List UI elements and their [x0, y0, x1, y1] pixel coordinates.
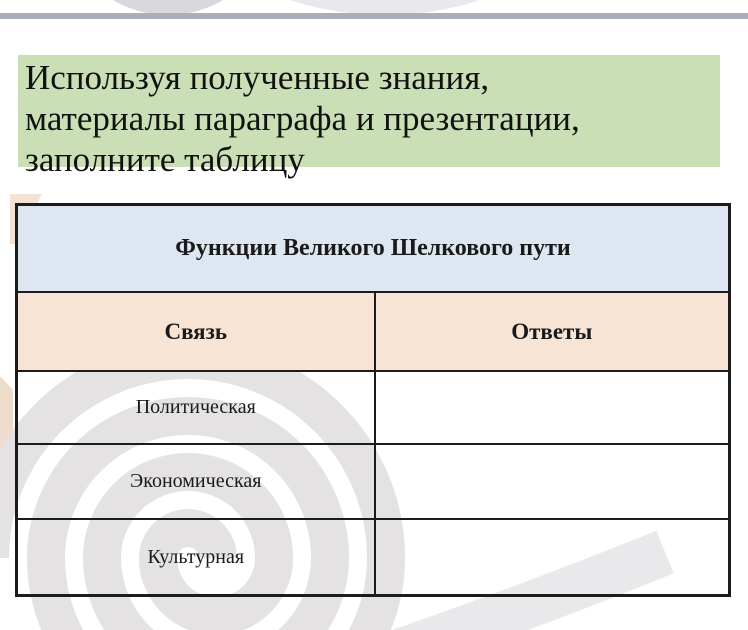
answer-cell-politicheskaya[interactable]	[375, 371, 730, 444]
table-row	[17, 519, 730, 596]
title-line-1: Используя полученные знания,	[25, 58, 490, 97]
table-row	[17, 371, 730, 444]
slide-title	[25, 57, 740, 180]
column-header-otvety: Ответы	[375, 292, 730, 371]
row-label-kulturnaya: Культурная	[17, 519, 375, 596]
column-header-svyaz: Связь	[17, 292, 375, 371]
title-line-3: заполните таблицу	[25, 140, 305, 179]
functions-table	[15, 203, 731, 597]
table-title-row	[17, 205, 730, 293]
answer-cell-kulturnaya[interactable]	[375, 519, 730, 596]
table-column-header-row	[17, 292, 730, 371]
table-row	[17, 444, 730, 519]
top-divider-bar	[0, 13, 748, 19]
row-label-politicheskaya: Политическая	[17, 371, 375, 444]
table-title-cell: Функции Великого Шелкового пути	[17, 205, 730, 293]
row-label-ekonomicheskaya: Экономическая	[17, 444, 375, 519]
answer-cell-ekonomicheskaya[interactable]	[375, 444, 730, 519]
title-line-2: материалы параграфа и презентации,	[25, 99, 580, 138]
